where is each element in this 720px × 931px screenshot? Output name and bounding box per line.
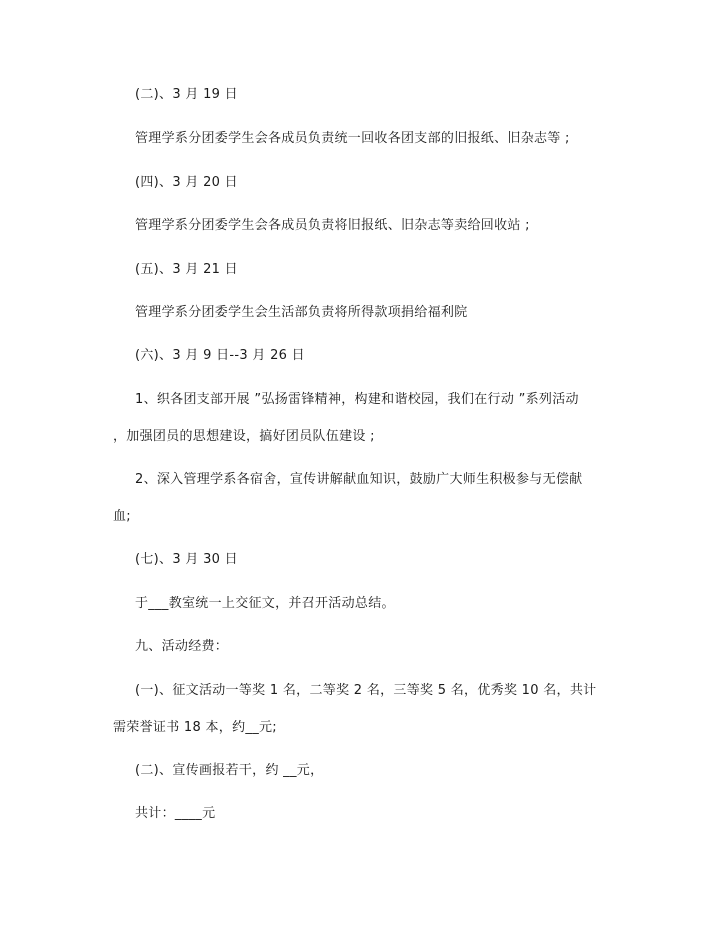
section-7-text: 于___教室统一上交征文，并召开活动总结。 (135, 596, 395, 611)
section-heading-6: (六)、3 月 9 日--3 月 26 日 (135, 348, 305, 363)
section-2-text: 管理学系分团委学生会各成员负责统一回收各团支部的旧报纸、旧杂志等 ; (135, 131, 570, 146)
section-heading-7: (七)、3 月 30 日 (135, 552, 238, 567)
budget-item-2: (二)、宣传画报若干，约 __元， (135, 763, 324, 778)
section-heading-5: (五)、3 月 21 日 (135, 262, 238, 277)
item-2-line-2: 血; (113, 509, 131, 524)
budget-item-1-line-2: 需荣誉证书 18 本，约__元; (113, 720, 277, 735)
section-heading-2: (二)、3 月 19 日 (135, 87, 238, 102)
item-2-line-1: 2、深入管理学系各宿舍，宣传讲解献血知识，鼓励广大师生积极参与无偿献 (135, 472, 583, 487)
item-1-line-1: 1、织各团支部开展 ”弘扬雷锋精神，构建和谐校园，我们在行动 ”系列活动 (135, 392, 579, 407)
item-1-line-2: ，加强团员的思想建设，搞好团员队伍建设 ; (113, 429, 375, 444)
budget-total: 共计：____元 (135, 806, 216, 821)
budget-heading: 九、活动经费： (135, 639, 229, 654)
section-4-text: 管理学系分团委学生会各成员负责将旧报纸、旧杂志等卖给回收站 ; (135, 218, 530, 233)
section-heading-4: (四)、3 月 20 日 (135, 175, 238, 190)
budget-item-1-line-1: (一)、征文活动一等奖 1 名，二等奖 2 名，三等奖 5 名，优秀奖 10 名，共计 (135, 683, 597, 698)
section-5-text: 管理学系分团委学生会生活部负责将所得款项捐给福利院 (135, 305, 468, 320)
